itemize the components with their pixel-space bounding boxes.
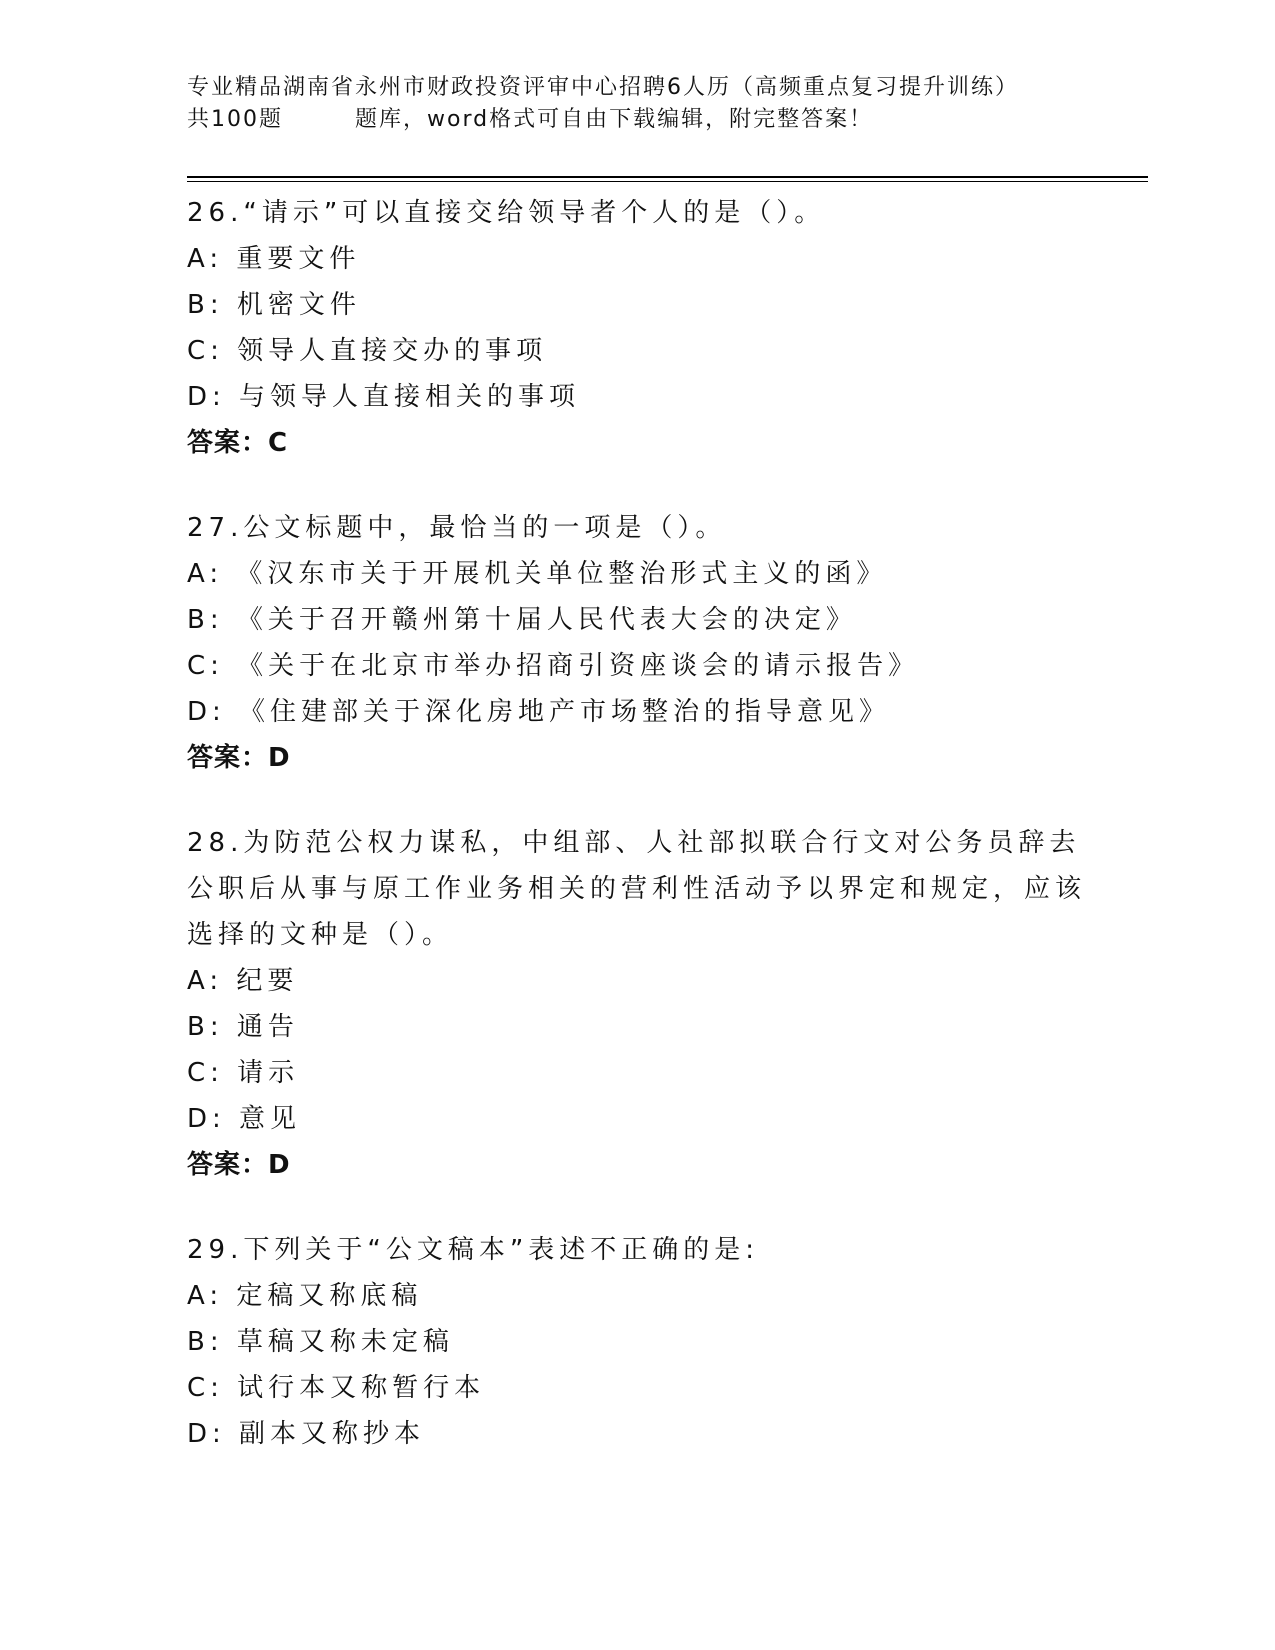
option-b: B: 机密文件 <box>187 290 361 320</box>
option-d: D: 意见 <box>187 1104 302 1134</box>
question-28 <box>187 820 1087 1188</box>
document-header <box>187 72 1147 136</box>
answer: 答案：D <box>187 743 291 773</box>
option-c: C: 《关于在北京市举办招商引资座谈会的请示报告》 <box>187 651 920 681</box>
option-d: D: 《住建部关于深化房地产市场整治的指导意见》 <box>187 697 891 727</box>
option-a: A: 《汉东市关于开展机关单位整治形式主义的函》 <box>187 559 888 589</box>
option-b: B: 草稿又称未定稿 <box>187 1327 454 1357</box>
option-a: A: 纪要 <box>187 966 299 996</box>
question-29 <box>187 1227 1087 1457</box>
question-27 <box>187 505 1087 781</box>
option-c: C: 领导人直接交办的事项 <box>187 336 548 366</box>
option-a: A: 重要文件 <box>187 244 361 274</box>
option-d: D: 与领导人直接相关的事项 <box>187 382 581 412</box>
question-26 <box>187 190 1087 466</box>
header-divider-thin <box>187 181 1148 182</box>
header-divider <box>187 176 1148 178</box>
option-d: D: 副本又称抄本 <box>187 1419 426 1449</box>
question-stem: 29.下列关于“公文稿本”表述不正确的是: <box>187 1235 760 1265</box>
answer: 答案：C <box>187 428 289 458</box>
question-stem: 27.公文标题中，最恰当的一项是（）。 <box>187 513 727 543</box>
option-c: C: 请示 <box>187 1058 300 1088</box>
header-line-2: 共100题 题库，word格式可自由下载编辑，附完整答案！ <box>187 107 874 132</box>
option-a: A: 定稿又称底稿 <box>187 1281 423 1311</box>
option-b: B: 《关于召开赣州第十届人民代表大会的决定》 <box>187 605 857 635</box>
question-list <box>187 190 1087 1496</box>
question-stem: 26.“请示”可以直接交给领导者个人的是（）。 <box>187 198 826 228</box>
question-stem: 28.为防范公权力谋私，中组部、人社部拟联合行文对公务员辞去公职后从事与原工作业务相关的营利性活动予以界定和规定，应该选择的文种是（）。 <box>187 828 1087 950</box>
option-c: C: 试行本又称暂行本 <box>187 1373 486 1403</box>
answer: 答案：D <box>187 1150 291 1180</box>
option-b: B: 通告 <box>187 1012 299 1042</box>
header-line-1: 专业精品湖南省永州市财政投资评审中心招聘6人历（高频重点复习提升训练） <box>187 75 1019 100</box>
